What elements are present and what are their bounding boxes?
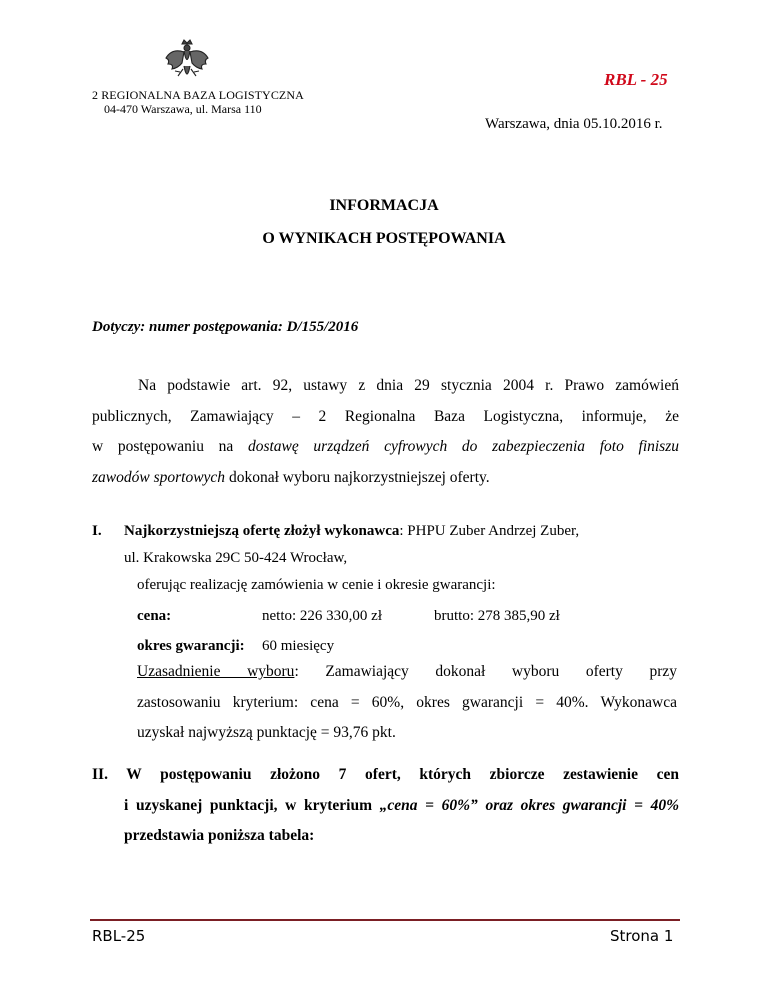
organization-name: 2 REGIONALNA BAZA LOGISTYCZNA (92, 88, 304, 102)
justification-text: : Zamawiający dokonał wyboru oferty przy (294, 663, 677, 680)
document-code: RBL - 25 (604, 70, 668, 89)
intro-line: publicznych, Zamawiający – 2 Regionalna Baza Logistyczna, informuje, że (92, 407, 679, 425)
contractor-address: ul. Krakowska 29C 50-424 Wrocław, (124, 550, 348, 566)
section-2-line: II. W postępowaniu złożono 7 ofert, których zbiorcze zestawienie cen (92, 766, 679, 783)
city-date: Warszawa, dnia 05.10.2016 r. (485, 116, 663, 132)
section-1-lead (124, 523, 579, 540)
intro-text: w postępowaniu na (92, 438, 248, 455)
procurement-subject: dostawę urządzeń cyfrowych do zabezpieczenia foto finiszu (247, 438, 679, 455)
price-gross: brutto: 278 385,90 zł (434, 608, 560, 624)
justification-line (137, 657, 677, 688)
section-2-line: przedstawia poniższa tabela: (124, 827, 315, 844)
intro-line: Na podstawie art. 92, ustawy z dnia 29 stycznia 2004 r. Prawo zamówień (138, 377, 679, 394)
footer-doc-code: RBL-25 (92, 927, 146, 945)
section-2-criteria: „cena = 60%” oraz okres gwarancji = 40% (379, 796, 679, 814)
justification-line: zastosowaniu kryterium: cena = 60%, okres gwarancji = 40%. Wykonawca (137, 693, 677, 711)
contractor-name: : PHPU Zuber Andrzej Zuber, (399, 523, 580, 539)
justification-line: uzyskał najwyższą punktację = 93,76 pkt. (137, 724, 396, 741)
page-number: Strona 1 (610, 927, 674, 945)
intro-line (92, 463, 679, 494)
footer-rule (90, 919, 680, 921)
section-2-text: i uzyskanej punktacji, w kryterium (124, 796, 380, 814)
document-title: INFORMACJA (329, 197, 439, 214)
warranty-label: okres gwarancji: (137, 638, 245, 654)
section-2-paragraph (92, 760, 679, 852)
document-subtitle: O WYNIKACH POSTĘPOWANIA (262, 230, 506, 247)
section-1-number: I. (92, 523, 102, 539)
organization-address: 04-470 Warszawa, ul. Marsa 110 (104, 102, 262, 116)
justification-label: Uzasadnienie wyboru (137, 663, 295, 680)
intro-text: dokonał wyboru najkorzystniejszej oferty. (225, 468, 490, 486)
subject-line: Dotyczy: numer postępowania: D/155/2016 (92, 319, 359, 335)
section-2-line (92, 791, 679, 822)
warranty-value: 60 miesięcy (262, 638, 335, 654)
justification-paragraph (137, 657, 677, 749)
intro-line (92, 432, 679, 463)
section-1-lead-bold: Najkorzystniejszą ofertę złożył wykonawca (124, 523, 400, 539)
polish-eagle-icon (162, 38, 212, 86)
procurement-subject-cont: zawodów sportowych (92, 468, 226, 486)
intro-paragraph (92, 371, 679, 493)
offer-intro: oferując realizację zamówienia w cenie i okresie gwarancji: (137, 577, 496, 593)
price-label: cena: (137, 608, 172, 624)
price-net: netto: 226 330,00 zł (262, 608, 382, 624)
